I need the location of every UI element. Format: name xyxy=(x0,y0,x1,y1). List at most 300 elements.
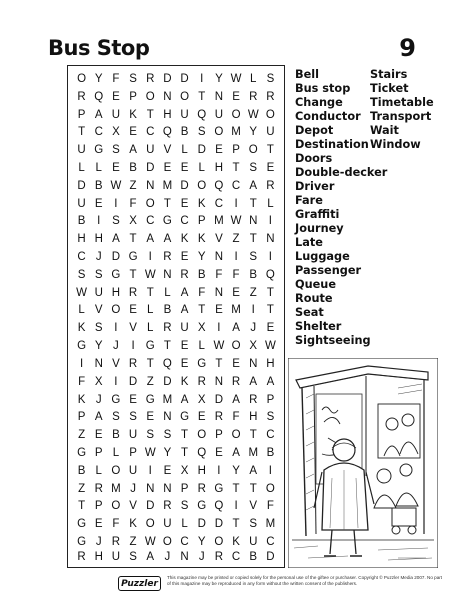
grid-cell: E xyxy=(197,411,206,424)
grid-cell: I xyxy=(114,375,118,388)
grid-cell: Y xyxy=(197,536,206,549)
grid-cell: L xyxy=(112,447,120,460)
grid-cell: L xyxy=(267,197,274,210)
grid-cell: O xyxy=(214,536,224,549)
grid-cell: P xyxy=(94,500,103,513)
grid-cell: B xyxy=(77,464,86,477)
word-list-item: Route xyxy=(295,292,333,305)
grid-cell: Z xyxy=(129,179,137,192)
grid-cell: I xyxy=(148,464,152,477)
grid-cell: E xyxy=(163,464,172,477)
grid-cell: W xyxy=(76,286,87,299)
grid-cell: R xyxy=(249,90,258,103)
grid-cell: T xyxy=(232,518,240,531)
grid-cell: P xyxy=(94,447,103,460)
grid-cell: T xyxy=(249,197,257,210)
grid-cell: A xyxy=(94,108,103,121)
grid-cell: E xyxy=(266,322,275,335)
grid-cell: N xyxy=(163,482,172,495)
grid-cell: G xyxy=(162,215,172,228)
grid-cell: N xyxy=(249,215,258,228)
grid-cell: I xyxy=(79,357,84,370)
grid-cell: B xyxy=(180,126,189,139)
grid-cell: W xyxy=(230,72,242,85)
grid-cell: K xyxy=(77,393,86,406)
grid-cell: G xyxy=(145,393,155,406)
grid-cell: G xyxy=(214,482,224,495)
grid-cell: W xyxy=(144,536,156,549)
grid-cell: K xyxy=(180,375,189,388)
grid-cell: R xyxy=(197,482,206,495)
grid-cell: L xyxy=(198,340,205,353)
grid-cell: T xyxy=(249,233,257,246)
grid-cell: U xyxy=(111,108,121,121)
grid-cell: C xyxy=(231,551,241,563)
grid-cell: E xyxy=(146,411,155,424)
grid-cell: A xyxy=(249,179,258,192)
grid-cell: N xyxy=(146,179,155,192)
grid-cell: B xyxy=(77,215,86,228)
grid-cell: L xyxy=(164,286,171,299)
grid-cell: N xyxy=(214,375,224,388)
grid-cell: D xyxy=(146,500,155,513)
grid-cell: F xyxy=(232,411,240,424)
word-list-item: Window xyxy=(370,138,421,151)
grid-cell: N xyxy=(249,357,258,370)
grid-cell: E xyxy=(180,161,189,174)
grid-cell: W xyxy=(230,215,242,228)
grid-cell: X xyxy=(197,393,206,406)
grid-cell: G xyxy=(145,340,155,353)
grid-cell: A xyxy=(232,447,240,460)
grid-cell: B xyxy=(112,429,120,442)
word-list-item: Doors xyxy=(295,152,333,165)
grid-cell: T xyxy=(163,197,171,210)
grid-cell: T xyxy=(146,357,154,370)
grid-cell: P xyxy=(197,215,206,228)
grid-cell: S xyxy=(129,72,137,85)
grid-cell: W xyxy=(247,108,259,121)
grid-cell: I xyxy=(268,464,272,477)
grid-cell: E xyxy=(180,251,189,264)
word-list-item: Wait xyxy=(370,124,399,137)
grid-cell: R xyxy=(128,286,138,299)
grid-cell: O xyxy=(111,464,121,477)
grid-cell: R xyxy=(128,357,138,370)
grid-cell: I xyxy=(200,72,204,85)
grid-cell: S xyxy=(266,411,275,424)
grid-cell: R xyxy=(111,536,121,549)
word-list-item: Late xyxy=(295,236,323,249)
word-list-item: Change xyxy=(295,96,343,109)
grid-cell: U xyxy=(146,144,155,157)
grid-cell: X xyxy=(249,340,258,353)
word-list-item: Seat xyxy=(295,306,324,319)
puzzler-logo: Puzzler xyxy=(118,576,161,591)
grid-cell: I xyxy=(114,197,118,210)
grid-cell: H xyxy=(266,357,275,370)
grid-cell: O xyxy=(180,90,190,103)
grid-cell: O xyxy=(145,518,155,531)
grid-cell: G xyxy=(111,268,121,281)
grid-cell: D xyxy=(197,144,206,157)
grid-cell: E xyxy=(232,90,240,103)
grid-cell: Z xyxy=(249,286,257,299)
grid-cell: Z xyxy=(78,429,86,442)
grid-cell: E xyxy=(129,304,137,317)
grid-cell: U xyxy=(249,536,258,549)
grid-cell: H xyxy=(94,233,103,246)
word-list-item: Bell xyxy=(295,68,320,81)
grid-cell: Q xyxy=(197,447,207,460)
grid-cell: O xyxy=(145,197,155,210)
grid-cell: T xyxy=(266,304,274,317)
grid-cell: R xyxy=(163,500,172,513)
grid-cell: V xyxy=(215,233,223,246)
grid-cell: F xyxy=(112,518,120,531)
grid-cell: E xyxy=(180,357,189,370)
grid-cell: H xyxy=(249,411,258,424)
grid-cell: S xyxy=(163,429,172,442)
copyright-notice: This magazine may be printed or copied solely for the personal use of the giftee or purchaser. Copyright © Puzzler Media 2007. No part of this magazine may be reproduced in any form without the written consent of the publishers. xyxy=(167,575,443,586)
grid-cell: S xyxy=(129,411,137,424)
grid-cell: C xyxy=(77,251,86,264)
grid-cell: T xyxy=(232,161,240,174)
grid-cell: D xyxy=(77,179,86,192)
grid-cell: R xyxy=(163,251,172,264)
grid-cell: E xyxy=(266,161,275,174)
word-list-item: Sightseeing xyxy=(295,334,371,347)
grid-cell: Q xyxy=(197,108,207,121)
grid-cell: A xyxy=(249,375,258,388)
grid-cell: M xyxy=(162,179,173,192)
grid-cell: U xyxy=(94,286,103,299)
grid-cell: T xyxy=(181,447,189,460)
grid-cell: O xyxy=(197,179,207,192)
word-list-item: Ticket xyxy=(370,82,409,95)
grid-cell: O xyxy=(77,72,87,85)
grid-cell: G xyxy=(128,251,138,264)
grid-cell: L xyxy=(95,161,102,174)
page-number: 9 xyxy=(399,34,416,62)
grid-cell: T xyxy=(215,357,223,370)
grid-cell: L xyxy=(181,518,188,531)
grid-cell: W xyxy=(144,447,156,460)
grid-cell: O xyxy=(231,108,241,121)
grid-cell: D xyxy=(266,551,275,563)
grid-cell: A xyxy=(232,393,240,406)
grid-cell: E xyxy=(129,393,137,406)
grid-cell: I xyxy=(148,251,152,264)
grid-cell: I xyxy=(97,215,101,228)
grid-cell: M xyxy=(162,393,173,406)
grid-cell: E xyxy=(112,90,120,103)
grid-cell: V xyxy=(129,322,137,335)
grid-cell: U xyxy=(128,429,138,442)
grid-cell: R xyxy=(231,375,241,388)
grid-cell: J xyxy=(250,322,257,335)
word-list-item: Driver xyxy=(295,180,335,193)
grid-cell: R xyxy=(214,551,224,563)
grid-cell: S xyxy=(112,144,120,157)
grid-cell: I xyxy=(114,322,118,335)
grid-cell: D xyxy=(197,518,206,531)
grid-cell: E xyxy=(180,340,189,353)
grid-cell: D xyxy=(163,72,172,85)
word-list-item: Passenger xyxy=(295,264,362,277)
grid-cell: M xyxy=(231,126,241,139)
grid-cell: N xyxy=(163,90,172,103)
grid-cell: R xyxy=(77,90,86,103)
grid-cell: M xyxy=(248,447,259,460)
grid-cell: T xyxy=(181,429,189,442)
grid-cell: G xyxy=(77,447,87,460)
word-list-item: Conductor xyxy=(295,110,361,123)
grid-cell: O xyxy=(248,144,258,157)
grid-cell: K xyxy=(129,518,137,531)
grid-cell: A xyxy=(180,286,189,299)
grid-cell: K xyxy=(180,233,189,246)
grid-cell: O xyxy=(197,429,207,442)
grid-cell: Z xyxy=(78,482,86,495)
grid-cell: K xyxy=(232,536,240,549)
grid-cell: X xyxy=(94,375,103,388)
grid-cell: A xyxy=(180,393,189,406)
grid-cell: V xyxy=(94,304,103,317)
grid-cell: A xyxy=(146,551,155,563)
word-search-grid xyxy=(73,70,279,563)
grid-cell: F xyxy=(112,72,120,85)
word-list-item: Transport xyxy=(370,110,432,123)
grid-cell: P xyxy=(77,411,86,424)
grid-cell: J xyxy=(198,551,205,563)
grid-cell: A xyxy=(146,233,155,246)
grid-cell: S xyxy=(77,268,86,281)
grid-cell: C xyxy=(266,429,275,442)
word-list-item: Timetable xyxy=(370,96,434,109)
grid-cell: T xyxy=(78,500,86,513)
grid-cell: R xyxy=(249,393,258,406)
grid-cell: J xyxy=(95,251,102,264)
grid-cell: O xyxy=(111,500,121,513)
grid-cell: C xyxy=(231,179,241,192)
grid-cell: I xyxy=(217,464,221,477)
grid-cell: W xyxy=(144,268,156,281)
grid-cell: L xyxy=(198,161,205,174)
grid-cell: G xyxy=(77,518,87,531)
grid-cell: R xyxy=(146,72,155,85)
grid-cell: R xyxy=(180,268,189,281)
word-list-item: Journey xyxy=(295,222,344,235)
grid-cell: K xyxy=(197,197,206,210)
grid-cell: Y xyxy=(163,447,172,460)
word-list-item: Depot xyxy=(295,124,334,137)
grid-cell: T xyxy=(129,268,137,281)
grid-cell: P xyxy=(129,447,137,460)
grid-cell: H xyxy=(214,161,224,174)
grid-cell: G xyxy=(77,340,87,353)
grid-cell: W xyxy=(264,340,276,353)
grid-cell: K xyxy=(197,233,206,246)
grid-cell: H xyxy=(94,551,103,563)
grid-cell: P xyxy=(77,108,86,121)
grid-cell: S xyxy=(249,161,258,174)
grid-cell: O xyxy=(231,429,241,442)
grid-cell: A xyxy=(129,144,137,157)
grid-cell: A xyxy=(249,464,258,477)
grid-cell: D xyxy=(180,72,189,85)
grid-cell: R xyxy=(197,375,206,388)
grid-cell: I xyxy=(251,304,255,317)
grid-cell: E xyxy=(232,286,240,299)
word-list-item: Stairs xyxy=(370,68,408,81)
grid-cell: S xyxy=(249,518,258,531)
grid-cell: R xyxy=(214,411,224,424)
grid-cell: P xyxy=(180,482,189,495)
grid-cell: G xyxy=(77,536,87,549)
grid-cell: Q xyxy=(162,126,172,139)
grid-cell: U xyxy=(180,108,189,121)
grid-cell: M xyxy=(231,304,241,317)
grid-cell: U xyxy=(214,108,224,121)
grid-cell: Y xyxy=(215,72,223,85)
grid-cell: U xyxy=(266,126,275,139)
grid-cell: L xyxy=(78,304,85,317)
word-list-item: Graffiti xyxy=(295,208,340,221)
grid-cell: G xyxy=(94,144,104,157)
grid-cell: Z xyxy=(232,233,240,246)
bus-stop-illustration xyxy=(288,358,438,568)
grid-cell: K xyxy=(129,108,137,121)
grid-cell: U xyxy=(77,144,86,157)
grid-cell: Q xyxy=(94,90,104,103)
grid-cell: B xyxy=(266,447,275,460)
grid-cell: N xyxy=(146,482,155,495)
grid-cell: I xyxy=(217,322,221,335)
grid-cell: F xyxy=(78,375,86,388)
grid-cell: H xyxy=(111,286,121,299)
grid-cell: P xyxy=(215,429,223,442)
grid-cell: D xyxy=(128,375,138,388)
word-list-item: Fare xyxy=(295,194,323,207)
grid-cell: G xyxy=(180,411,190,424)
grid-cell: T xyxy=(198,304,206,317)
grid-cell: S xyxy=(112,411,120,424)
grid-cell: E xyxy=(163,161,172,174)
grid-cell: B xyxy=(129,161,137,174)
word-list-item: Luggage xyxy=(295,250,350,263)
grid-cell: C xyxy=(146,215,155,228)
grid-cell: O xyxy=(162,536,172,549)
grid-cell: J xyxy=(130,482,136,495)
grid-cell: V xyxy=(112,357,120,370)
grid-cell: U xyxy=(128,464,138,477)
grid-cell: Q xyxy=(214,500,224,513)
grid-cell: W xyxy=(110,179,122,192)
grid-cell: A xyxy=(94,411,103,424)
grid-cell: S xyxy=(94,268,103,281)
grid-cell: L xyxy=(78,161,85,174)
grid-cell: J xyxy=(164,551,171,563)
grid-cell: J xyxy=(95,393,102,406)
grid-cell: C xyxy=(266,536,275,549)
grid-cell: U xyxy=(180,322,189,335)
page-title: Bus Stop xyxy=(48,36,150,60)
grid-cell: O xyxy=(145,90,155,103)
grid-cell: B xyxy=(163,304,172,317)
grid-cell: O xyxy=(111,304,121,317)
grid-cell: I xyxy=(268,215,272,228)
grid-cell: A xyxy=(266,375,275,388)
grid-cell: L xyxy=(95,464,102,477)
grid-cell: Z xyxy=(146,375,154,388)
grid-cell: G xyxy=(111,393,121,406)
grid-cell: W xyxy=(213,340,225,353)
word-list-item: Double-decker xyxy=(295,166,388,179)
grid-cell: S xyxy=(129,551,137,563)
grid-cell: X xyxy=(112,126,120,139)
grid-cell: V xyxy=(163,144,172,157)
grid-cell: L xyxy=(147,322,154,335)
grid-cell: R xyxy=(266,179,275,192)
grid-cell: Q xyxy=(162,357,172,370)
grid-cell: C xyxy=(180,215,189,228)
grid-cell: Y xyxy=(197,251,206,264)
grid-cell: S xyxy=(94,322,103,335)
grid-cell: C xyxy=(214,197,224,210)
grid-cell: S xyxy=(197,126,206,139)
grid-cell: T xyxy=(198,90,206,103)
grid-cell: D xyxy=(180,179,189,192)
grid-cell: T xyxy=(249,429,257,442)
grid-cell: T xyxy=(266,286,274,299)
word-list-item: Destination xyxy=(295,138,369,151)
grid-cell: Y xyxy=(232,464,240,477)
grid-cell: I xyxy=(131,340,135,353)
grid-cell: E xyxy=(215,304,223,317)
grid-cell: U xyxy=(111,551,121,563)
grid-cell: M xyxy=(265,518,276,531)
grid-cell: X xyxy=(129,215,137,228)
grid-cell: U xyxy=(77,197,86,210)
grid-cell: F xyxy=(198,286,206,299)
grid-cell: N xyxy=(266,233,275,246)
grid-cell: A xyxy=(232,322,240,335)
grid-cell: A xyxy=(163,233,172,246)
grid-cell: R xyxy=(77,551,86,563)
grid-cell: X xyxy=(197,322,206,335)
grid-cell: Y xyxy=(94,72,103,85)
grid-cell: G xyxy=(197,357,207,370)
grid-cell: K xyxy=(77,322,86,335)
grid-cell: J xyxy=(95,536,102,549)
grid-cell: I xyxy=(234,251,238,264)
grid-cell: U xyxy=(163,518,172,531)
grid-cell: C xyxy=(180,536,189,549)
word-list-item: Queue xyxy=(295,278,337,291)
grid-cell: O xyxy=(265,482,275,495)
grid-cell: L xyxy=(147,304,154,317)
grid-cell: N xyxy=(163,268,172,281)
grid-cell: Q xyxy=(214,179,224,192)
grid-cell: B xyxy=(249,551,258,563)
grid-cell: F xyxy=(232,268,240,281)
grid-cell: D xyxy=(163,375,172,388)
grid-cell: D xyxy=(146,161,155,174)
grid-cell: H xyxy=(163,108,172,121)
grid-cell: S xyxy=(112,215,120,228)
grid-cell: D xyxy=(111,251,121,264)
